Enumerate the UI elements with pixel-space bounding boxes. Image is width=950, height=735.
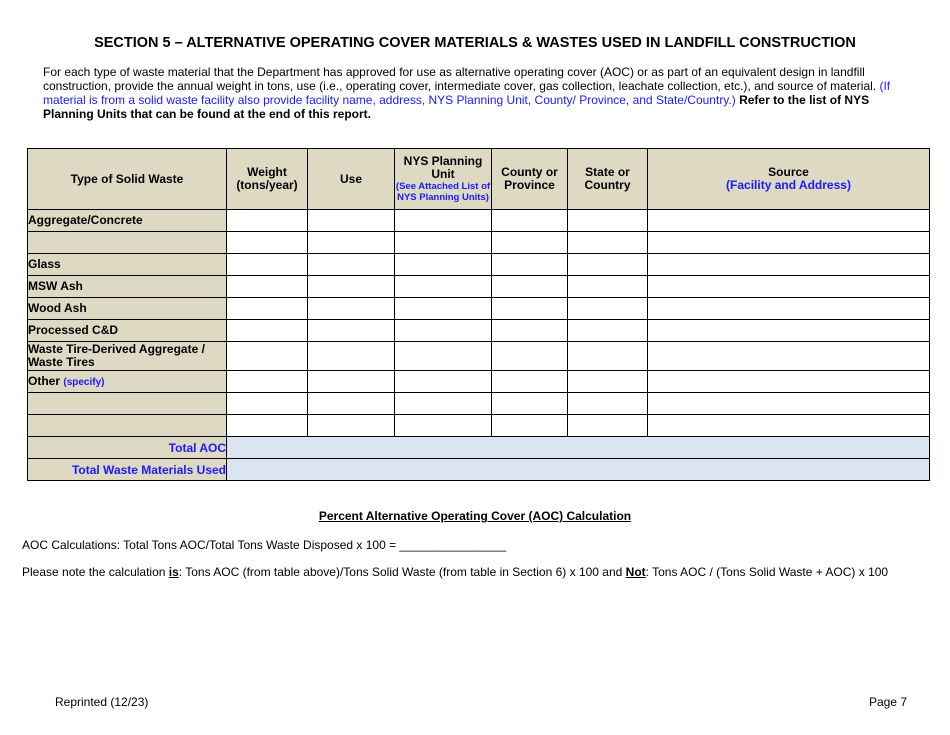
county-cell[interactable]: [492, 298, 568, 320]
note-not: Not: [625, 565, 646, 579]
weight-cell[interactable]: [227, 210, 308, 232]
state-cell[interactable]: [568, 415, 648, 437]
row-label: [28, 393, 227, 415]
header-row: [28, 149, 930, 210]
county-cell[interactable]: [492, 320, 568, 342]
total-aoc-value[interactable]: [227, 437, 930, 459]
county-cell[interactable]: [492, 254, 568, 276]
note-part-c: : Tons AOC / (Tons Solid Waste + AOC) x 100: [645, 565, 889, 579]
calculation-note: [22, 565, 888, 579]
note-part-b: : Tons AOC (from table above)/Tons Solid Waste (from table in Section 6) x 100 and: [178, 565, 626, 579]
nys-cell[interactable]: [395, 415, 492, 437]
use-cell[interactable]: [308, 371, 395, 393]
state-cell[interactable]: [568, 210, 648, 232]
table-row: [28, 254, 930, 276]
row-label: [28, 232, 227, 254]
header-state: State or Country: [568, 149, 648, 210]
row-label-text: Other: [28, 373, 61, 388]
total-aoc-label: Total AOC: [28, 437, 227, 459]
row-label: [28, 415, 227, 437]
state-cell[interactable]: [568, 342, 648, 371]
header-nys: [395, 149, 492, 210]
header-nys-label: NYS Planning Unit: [403, 154, 483, 181]
source-cell[interactable]: [648, 254, 930, 276]
source-cell[interactable]: [648, 393, 930, 415]
county-cell[interactable]: [492, 342, 568, 371]
use-cell[interactable]: [308, 393, 395, 415]
header-weight: Weight (tons/year): [227, 149, 308, 210]
header-source: [648, 149, 930, 210]
use-cell[interactable]: [308, 342, 395, 371]
row-label: Aggregate/Concrete: [28, 210, 227, 232]
header-type: Type of Solid Waste: [28, 149, 227, 210]
state-cell[interactable]: [568, 371, 648, 393]
page-number: Page 7: [868, 695, 907, 709]
nys-cell[interactable]: [395, 210, 492, 232]
use-cell[interactable]: [308, 276, 395, 298]
row-label: MSW Ash: [28, 276, 227, 298]
row-label: Waste Tire-Derived Aggregate / Waste Tires: [28, 342, 227, 371]
use-cell[interactable]: [308, 298, 395, 320]
header-source-sub: (Facility and Address): [726, 178, 851, 192]
header-use: Use: [308, 149, 395, 210]
aoc-materials-table: [27, 148, 930, 481]
intro-text: For each type of waste material that the Department has approved for use as alternative operating cover (AOC) or as part of an equivalent design in landfill construction, provide the annual weight in tons, use (i.e., operating cover, intermediate cover, gas collection, leachate collection, etc.), and source of material.: [43, 65, 880, 93]
source-cell[interactable]: [648, 276, 930, 298]
source-cell[interactable]: [648, 298, 930, 320]
use-cell[interactable]: [308, 320, 395, 342]
source-cell[interactable]: [648, 342, 930, 371]
state-cell[interactable]: [568, 232, 648, 254]
header-source-label: Source: [768, 165, 809, 179]
table-row: [28, 276, 930, 298]
county-cell[interactable]: [492, 371, 568, 393]
weight-cell[interactable]: [227, 254, 308, 276]
specify-note: (specify): [63, 376, 105, 388]
state-cell[interactable]: [568, 320, 648, 342]
intro-bold-note: Refer to the list of NYS Planning Units that can be found at the end of this report.: [43, 93, 870, 121]
weight-cell[interactable]: [227, 393, 308, 415]
nys-cell[interactable]: [395, 393, 492, 415]
county-cell[interactable]: [492, 393, 568, 415]
table-row: [28, 298, 930, 320]
source-cell[interactable]: [648, 320, 930, 342]
table-row: [28, 320, 930, 342]
state-cell[interactable]: [568, 276, 648, 298]
use-cell[interactable]: [308, 254, 395, 276]
county-cell[interactable]: [492, 415, 568, 437]
source-cell[interactable]: [648, 415, 930, 437]
nys-cell[interactable]: [395, 371, 492, 393]
county-cell[interactable]: [492, 232, 568, 254]
table-row: [28, 342, 930, 371]
weight-cell[interactable]: [227, 232, 308, 254]
nys-cell[interactable]: [395, 254, 492, 276]
nys-cell[interactable]: [395, 232, 492, 254]
row-label-other: [28, 371, 227, 393]
total-waste-label: Total Waste Materials Used: [28, 459, 227, 481]
row-label: Wood Ash: [28, 298, 227, 320]
state-cell[interactable]: [568, 393, 648, 415]
total-aoc-row: [28, 437, 930, 459]
total-waste-row: [28, 459, 930, 481]
nys-cell[interactable]: [395, 276, 492, 298]
table-row: [28, 415, 930, 437]
county-cell[interactable]: [492, 210, 568, 232]
weight-cell[interactable]: [227, 342, 308, 371]
table-row: [28, 232, 930, 254]
source-cell[interactable]: [648, 210, 930, 232]
nys-cell[interactable]: [395, 320, 492, 342]
header-county: County or Province: [492, 149, 568, 210]
nys-cell[interactable]: [395, 298, 492, 320]
header-nys-sub: (See Attached List of NYS Planning Units): [395, 181, 491, 203]
row-label: Processed C&D: [28, 320, 227, 342]
reprint-date: Reprinted (12/23): [55, 695, 149, 709]
source-cell[interactable]: [648, 232, 930, 254]
weight-cell[interactable]: [227, 320, 308, 342]
use-cell[interactable]: [308, 415, 395, 437]
intro-blue-note: (If material is from a solid waste facility also provide facility name, address, NYS Planning Unit, County/ Province, and State/Country.): [43, 79, 891, 107]
note-is: is: [168, 565, 179, 579]
table-row: [28, 393, 930, 415]
weight-cell[interactable]: [227, 415, 308, 437]
note-part-a: Please note the calculation: [22, 565, 169, 579]
use-cell[interactable]: [308, 232, 395, 254]
table-row: [28, 371, 930, 393]
section-title: SECTION 5 – ALTERNATIVE OPERATING COVER MATERIALS & WASTES USED IN LANDFILL CONSTRUCTION: [94, 35, 856, 51]
state-cell[interactable]: [568, 254, 648, 276]
state-cell[interactable]: [568, 298, 648, 320]
county-cell[interactable]: [492, 276, 568, 298]
weight-cell[interactable]: [227, 371, 308, 393]
nys-cell[interactable]: [395, 342, 492, 371]
row-label: Glass: [28, 254, 227, 276]
source-cell[interactable]: [648, 371, 930, 393]
weight-cell[interactable]: [227, 298, 308, 320]
calculation-title: Percent Alternative Operating Cover (AOC) Calculation: [318, 509, 632, 523]
weight-cell[interactable]: [227, 276, 308, 298]
table-row: [28, 210, 930, 232]
total-waste-value[interactable]: [227, 459, 930, 481]
use-cell[interactable]: [308, 210, 395, 232]
intro-paragraph: [43, 65, 908, 121]
calculation-line: AOC Calculations: Total Tons AOC/Total Tons Waste Disposed x 100 = ________________: [22, 538, 507, 552]
